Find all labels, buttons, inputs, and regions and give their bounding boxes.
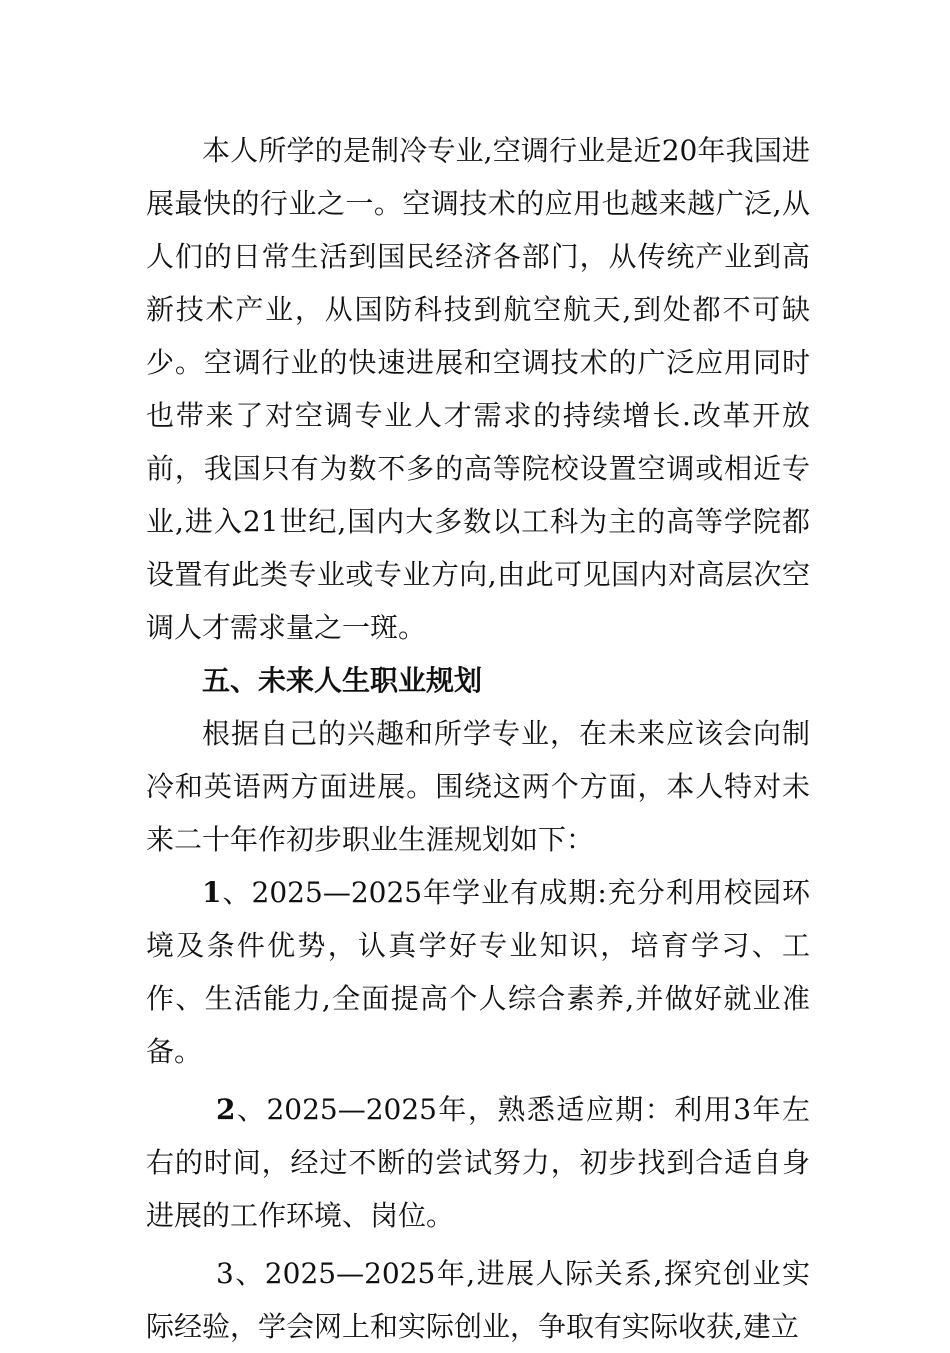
plan-item-number: 3: [216, 1257, 234, 1290]
plan-item-number: 1: [202, 876, 222, 909]
document-body: [146, 124, 810, 1353]
plan-item-2: [146, 1083, 810, 1242]
paragraph-intro: 本人所学的是制冷专业,空调行业是近20年我国进展最快的行业之一。空调技术的应用也越来越广泛,从人们的日常生活到国民经济各部门，从传统产业到高新技术产业，从国防科技到航空航天,到处都不可缺少。空调行业的快速进展和空调技术的广泛应用同时也带来了对空调专业人才需求的持续增长.改革开放前，我国只有为数不多的高等院校设置空调或相近专业,进入21世纪,国内大多数以工科为主的高等学院都设置有此类专业或专业方向,由此可见国内对高层次空调人才需求量之一斑。: [146, 134, 810, 644]
paragraph-plan-intro: 根据自己的兴趣和所学专业，在未来应该会向制冷和英语两方面进展。围绕这两个方面，本人特对未来二十年作初步职业生涯规划如下：: [146, 717, 810, 856]
plan-item-number: 2: [216, 1093, 236, 1126]
plan-item-text: 、2025—2025年，熟悉适应期：利用3年左右的时间，经过不断的尝试努力，初步找到合适自身进展的工作环境、岗位。: [146, 1093, 810, 1232]
plan-item-1: [146, 866, 810, 1078]
plan-item-text: 、2025—2025年学业有成期:充分利用校园环境及条件优势，认真学好专业知识，培育学习、工作、生活能力,全面提高个人综合素养,并做好就业准备。: [146, 876, 810, 1068]
plan-item-text: 、2025—2025年,进展人际关系,探究创业实际经验，学会网上和实际创业，争取有实际收获,建立: [146, 1257, 810, 1343]
plan-item-3: [146, 1247, 810, 1353]
section-heading: 五、未来人生职业规划: [202, 664, 483, 697]
